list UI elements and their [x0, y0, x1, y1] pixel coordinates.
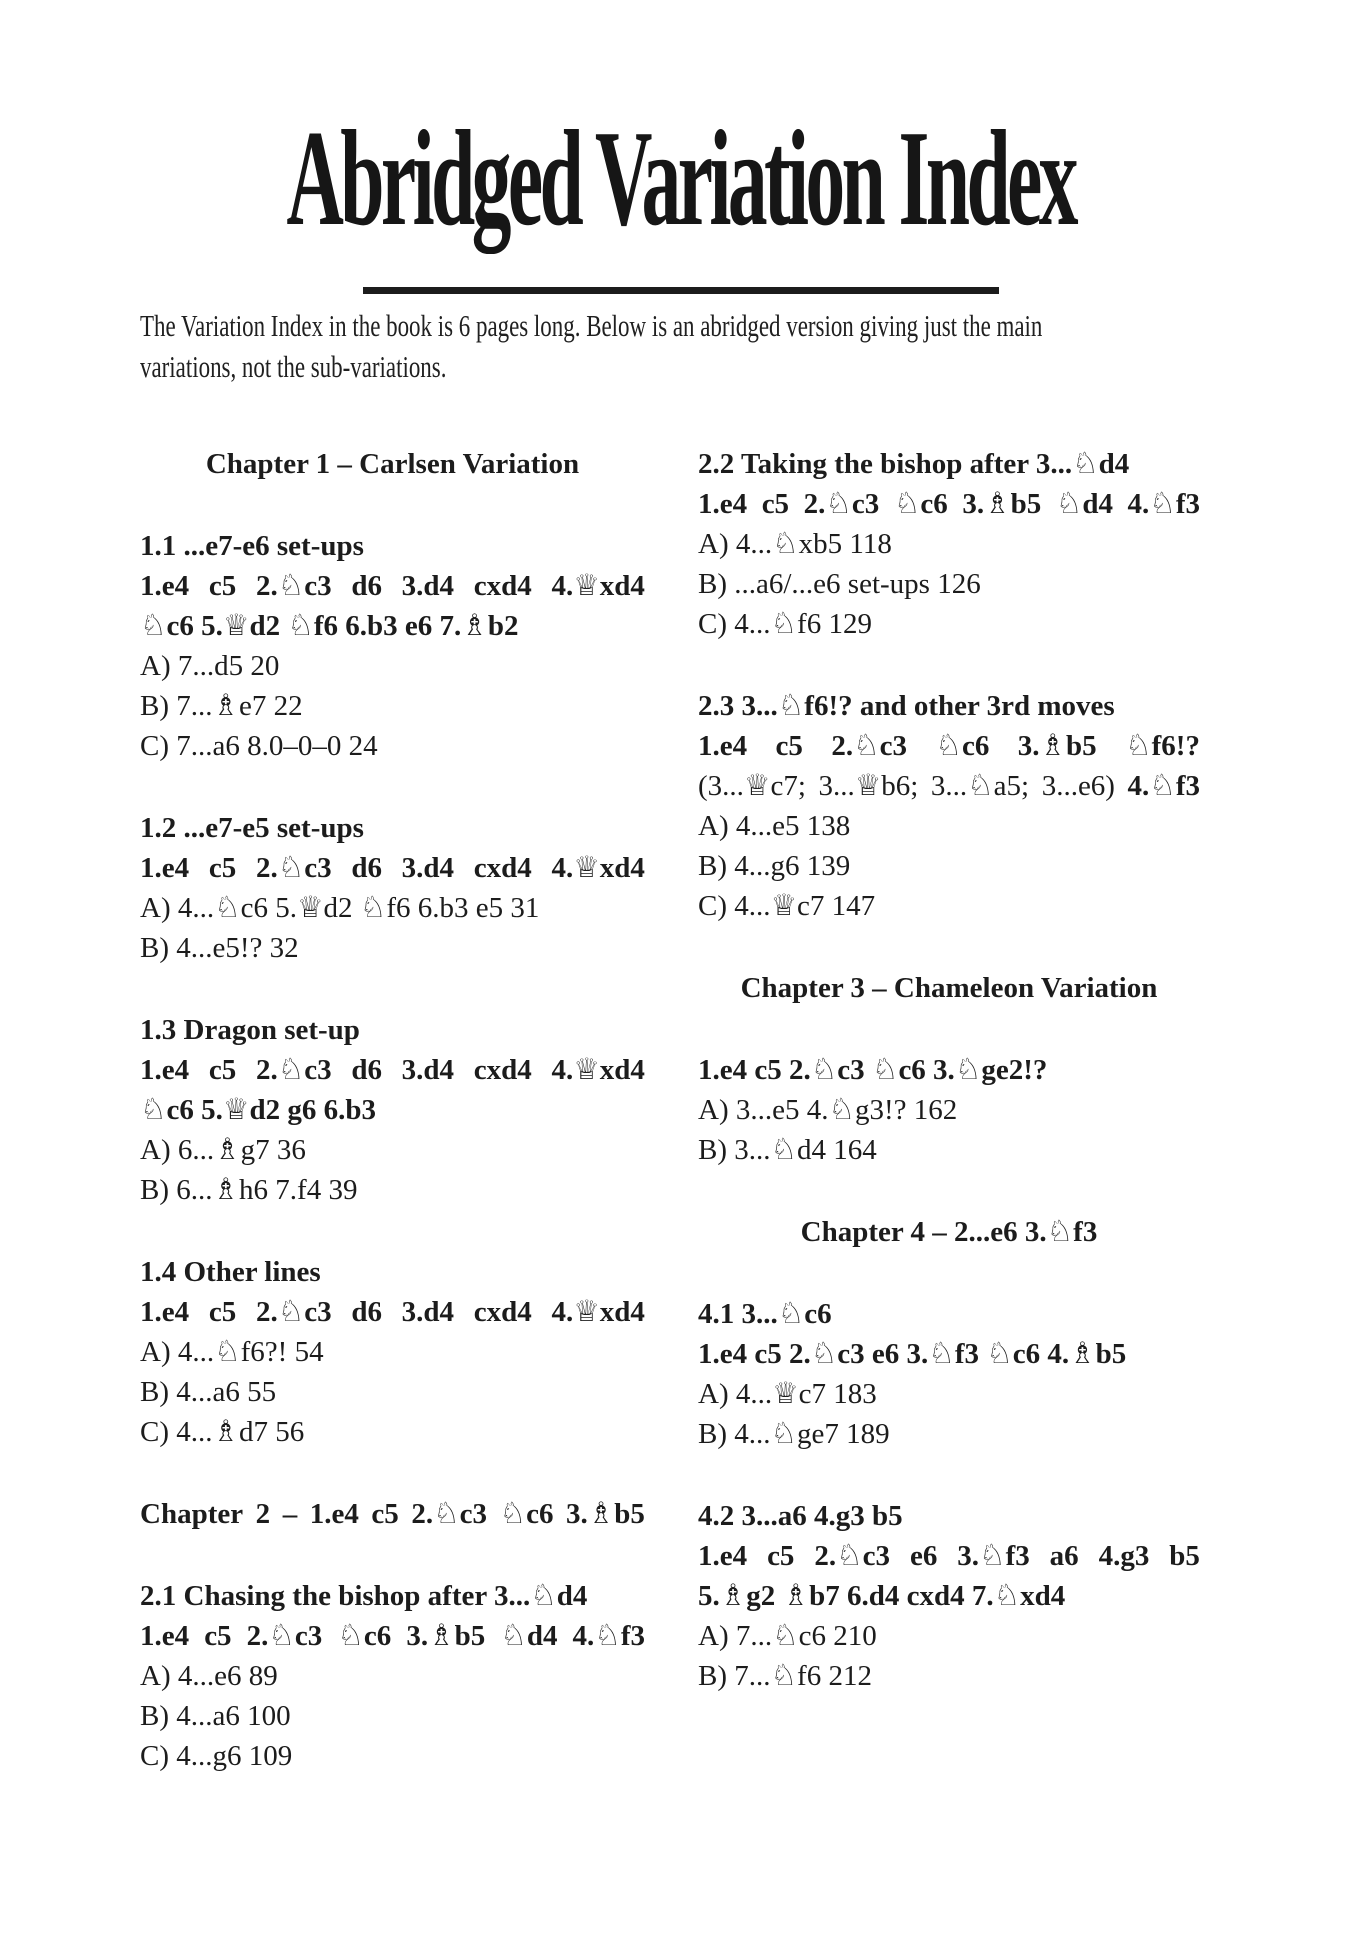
chess-figurine-glyph: ♕: [772, 1376, 799, 1410]
index-section: [140, 444, 645, 484]
chess-figurine-glyph: ♘: [810, 1052, 838, 1086]
index-word: 4.♕xd4: [551, 568, 645, 602]
index-word: d6: [351, 1296, 382, 1328]
index-line: B) 4...g6 139: [698, 850, 851, 882]
index-word: 4.♕xd4: [551, 850, 645, 884]
page-title: Abridged Variation Index: [286, 102, 1076, 254]
index-line: 1.e4 c5 2.♘c3 e6 3.♘f3 ♘c6 4.♗b5: [698, 1336, 1127, 1370]
index-line: B) 4...a6 100: [140, 1700, 291, 1732]
chess-figurine-glyph: ♗: [782, 1578, 810, 1612]
index-word: d6: [351, 1054, 382, 1086]
index-word: c5: [204, 1620, 232, 1652]
chess-figurine-glyph: ♘: [772, 1618, 799, 1652]
index-line: C) 7...a6 8.0–0–0 24: [140, 730, 378, 762]
chess-figurine-glyph: ♕: [222, 608, 250, 642]
chess-figurine-glyph: ♘: [594, 1618, 621, 1652]
chess-figurine-glyph: ♘: [777, 688, 805, 722]
index-word: c5: [208, 852, 237, 884]
index-word: 3...♕b6;: [818, 768, 919, 802]
index-line: 1.4 Other lines: [140, 1256, 321, 1288]
index-line: [140, 1616, 645, 1656]
index-line: 1.2 ...e7-e5 set-ups: [140, 812, 364, 844]
index-section: [698, 968, 1200, 1008]
chess-figurine-glyph: ♘: [277, 1052, 305, 1086]
index-line: Chapter 4 – 2...e6 3.♘f3: [800, 1214, 1098, 1248]
index-word: c5: [767, 1540, 795, 1572]
chess-figurine-glyph: ♘: [993, 1578, 1021, 1612]
index-word: 1.e4: [140, 1620, 190, 1652]
chess-figurine-glyph: ♕: [770, 888, 798, 922]
chess-figurine-glyph: ♘: [928, 1336, 955, 1370]
index-section: [698, 686, 1200, 926]
chess-figurine-glyph: ♘: [214, 890, 241, 924]
chess-figurine-glyph: ♘: [433, 1496, 460, 1530]
index-word: 3.♗b5: [962, 486, 1042, 520]
chess-figurine-glyph: ♘: [214, 1334, 241, 1368]
index-section: [698, 1050, 1200, 1170]
index-word: 4.♘f3: [1127, 768, 1200, 802]
chess-figurine-glyph: ♕: [573, 850, 600, 884]
index-line: B) 6...♗h6 7.f4 39: [140, 1172, 358, 1206]
index-line: [140, 848, 645, 888]
chess-figurine-glyph: ♘: [277, 1294, 305, 1328]
chess-figurine-glyph: ♕: [573, 1052, 600, 1086]
index-line: A) 4...♘xb5 118: [698, 526, 892, 560]
index-line: 4.1 3...♘c6: [698, 1296, 832, 1330]
chess-figurine-glyph: ♘: [359, 890, 387, 924]
index-section: [140, 1576, 645, 1776]
index-line: C) 4...♕c7 147: [698, 888, 876, 922]
intro-paragraph: [140, 305, 1042, 387]
chess-figurine-glyph: ♘: [530, 1578, 557, 1612]
chess-figurine-glyph: ♘: [836, 1538, 863, 1572]
index-line: 1.3 Dragon set-up: [140, 1014, 360, 1046]
chess-figurine-glyph: ♗: [212, 1172, 240, 1206]
chess-figurine-glyph: ♘: [1055, 486, 1083, 520]
index-line: 4.2 3...a6 4.g3 b5: [698, 1500, 903, 1532]
index-line: ♘c6 5.♕d2 ♘f6 6.b3 e6 7.♗b2: [140, 608, 519, 642]
index-line: A) 4...e6 89: [140, 1660, 278, 1692]
index-line: B) 7...♘f6 212: [698, 1658, 872, 1692]
chess-figurine-glyph: ♘: [853, 728, 880, 762]
chess-figurine-glyph: ♗: [1039, 728, 1067, 762]
chess-figurine-glyph: ♘: [140, 608, 167, 642]
chess-figurine-glyph: ♘: [1149, 486, 1176, 520]
index-line: B) ...a6/...e6 set-ups 126: [698, 568, 981, 600]
index-word: c5: [761, 488, 790, 520]
chess-figurine-glyph: ♘: [967, 768, 994, 802]
intro-line: variations, not the sub-variations.: [140, 349, 447, 384]
index-word: d6: [351, 852, 382, 884]
index-word: 2.♘c3: [803, 486, 880, 520]
index-line: 1.e4 c5 2.♘c3 ♘c6 3.♘ge2!?: [698, 1052, 1048, 1086]
chess-figurine-glyph: ♘: [287, 608, 314, 642]
index-line: 5.♗g2 ♗b7 6.d4 cxd4 7.♘xd4: [698, 1578, 1066, 1612]
index-line: C) 4...g6 109: [140, 1740, 293, 1772]
chess-figurine-glyph: ♕: [854, 768, 882, 802]
index-word: 1.e4: [140, 570, 190, 602]
index-word: 2.♘c3: [411, 1496, 487, 1530]
chess-figurine-glyph: ♘: [828, 1092, 856, 1126]
index-word: 2.♘c3: [255, 568, 332, 602]
chess-figurine-glyph: ♗: [461, 608, 488, 642]
chess-figurine-glyph: ♕: [573, 568, 600, 602]
index-line: 2.3 3...♘f6!? and other 3rd moves: [698, 688, 1115, 722]
chess-figurine-glyph: ♘: [1046, 1214, 1074, 1248]
index-section: [140, 808, 645, 968]
index-word: 3...♘a5;: [930, 768, 1030, 802]
index-word: 3.♘f3: [957, 1538, 1030, 1572]
chess-figurine-glyph: ♕: [297, 890, 324, 924]
chess-figurine-glyph: ♗: [719, 1578, 747, 1612]
chess-figurine-glyph: ♘: [1149, 768, 1176, 802]
index-word: Chapter: [140, 1498, 244, 1530]
index-word: ♘d4: [500, 1618, 558, 1652]
chess-figurine-glyph: ♕: [573, 1294, 600, 1328]
index-word: 2.♘c3: [831, 728, 907, 762]
index-line: C) 4...♗d7 56: [140, 1414, 305, 1448]
index-line: [698, 484, 1200, 524]
index-word: 1.e4: [698, 488, 748, 520]
index-line: [140, 566, 645, 606]
index-word: 1.e4: [140, 852, 190, 884]
index-word: 3.d4: [401, 1054, 455, 1086]
title-underline-rule: [363, 287, 999, 294]
index-line: A) 4...♕c7 183: [698, 1376, 877, 1410]
index-word: 2.♘c3: [255, 850, 332, 884]
index-word: 3.d4: [401, 852, 455, 884]
index-line: A) 7...♘c6 210: [698, 1618, 877, 1652]
index-word: 1.e4: [309, 1498, 359, 1530]
index-word: c5: [775, 730, 803, 762]
intro-line: The Variation Index in the book is 6 pages long. Below is an abridged version giving just the main: [140, 308, 1043, 343]
index-word: c5: [208, 570, 237, 602]
index-line: 1.1 ...e7-e6 set-ups: [140, 530, 364, 562]
index-line: A) 3...e5 4.♘g3!? 162: [698, 1092, 958, 1126]
index-word: 2.♘c3: [255, 1052, 332, 1086]
index-line: Chapter 1 – Carlsen Variation: [205, 448, 580, 480]
index-line: [698, 726, 1200, 766]
column-left: [140, 444, 645, 1818]
index-line: [698, 766, 1200, 806]
index-line: ♘c6 5.♕d2 g6 6.b3: [140, 1092, 376, 1126]
index-line: Chapter 3 – Chameleon Variation: [740, 972, 1158, 1004]
index-word: cxd4: [473, 570, 532, 602]
page-title-wrap: [0, 103, 1362, 254]
index-line: C) 4...♘f6 129: [698, 606, 872, 640]
chess-figurine-glyph: ♘: [871, 1052, 899, 1086]
chess-figurine-glyph: ♗: [428, 1618, 455, 1652]
index-word: cxd4: [473, 852, 532, 884]
chess-figurine-glyph: ♘: [770, 1416, 798, 1450]
index-line: A) 4...♘c6 5.♕d2 ♘f6 6.b3 e5 31: [140, 890, 540, 924]
index-line: B) 4...e5!? 32: [140, 932, 299, 964]
chess-figurine-glyph: ♘: [770, 1132, 798, 1166]
index-word: 1.e4: [698, 730, 748, 762]
index-word: 2.♘c3: [246, 1618, 323, 1652]
index-line: B) 7...♗e7 22: [140, 688, 303, 722]
column-right: [698, 444, 1200, 1738]
index-word: 2.♘c3: [814, 1538, 891, 1572]
index-word: e6: [909, 1540, 938, 1572]
index-word: c5: [208, 1296, 237, 1328]
index-section: [140, 1010, 645, 1210]
index-word: c5: [371, 1498, 399, 1530]
index-line: B) 4...a6 55: [140, 1376, 277, 1408]
index-word: 3.♗b5: [1017, 728, 1097, 762]
chess-figurine-glyph: ♘: [268, 1618, 295, 1652]
index-section: [140, 1494, 645, 1534]
chess-figurine-glyph: ♘: [770, 606, 798, 640]
chess-figurine-glyph: ♘: [1072, 446, 1099, 480]
chess-figurine-glyph: ♘: [277, 850, 305, 884]
index-word: 4.g3: [1098, 1540, 1150, 1572]
index-line: [698, 1536, 1200, 1576]
index-word: 2.♘c3: [255, 1294, 332, 1328]
index-word: 1.e4: [698, 1540, 748, 1572]
index-line: A) 4...e5 138: [698, 810, 851, 842]
index-section: [140, 1252, 645, 1452]
index-line: B) 4...♘ge7 189: [698, 1416, 890, 1450]
chess-figurine-glyph: ♘: [772, 526, 799, 560]
index-line: 2.1 Chasing the bishop after 3...♘d4: [140, 1578, 588, 1612]
index-word: 4.♕xd4: [551, 1052, 645, 1086]
chess-figurine-glyph: ♗: [212, 1414, 240, 1448]
index-word: a6: [1049, 1540, 1079, 1572]
index-word: 1.e4: [140, 1296, 190, 1328]
chess-figurine-glyph: ♗: [587, 1496, 615, 1530]
chess-figurine-glyph: ♗: [984, 486, 1011, 520]
index-word: 1.e4: [140, 1054, 190, 1086]
chess-figurine-glyph: ♗: [214, 1132, 241, 1166]
chess-figurine-glyph: ♘: [500, 1618, 527, 1652]
index-word: ♘c6: [935, 728, 990, 762]
chess-figurine-glyph: ♘: [777, 1296, 805, 1330]
index-word: (3...♕c7;: [698, 768, 806, 802]
index-line: [140, 1050, 645, 1090]
index-section: [698, 1294, 1200, 1454]
index-word: 4.♘f3: [572, 1618, 645, 1652]
index-word: ♘c6: [337, 1618, 392, 1652]
chess-figurine-glyph: ♘: [825, 486, 852, 520]
index-word: 3.♗b5: [566, 1496, 645, 1530]
chess-figurine-glyph: ♘: [935, 728, 962, 762]
chess-figurine-glyph: ♗: [1069, 1336, 1096, 1370]
index-word: 3.♗b5: [406, 1618, 486, 1652]
index-section: [698, 444, 1200, 644]
chess-figurine-glyph: ♘: [337, 1618, 364, 1652]
index-word: cxd4: [473, 1054, 532, 1086]
index-word: 3...e6): [1041, 770, 1115, 802]
chess-figurine-glyph: ♕: [743, 768, 771, 802]
index-word: 3.d4: [401, 570, 455, 602]
index-word: d6: [351, 570, 382, 602]
index-word: 2: [255, 1498, 271, 1530]
index-word: b5: [1169, 1540, 1200, 1572]
index-line: B) 3...♘d4 164: [698, 1132, 877, 1166]
index-line: A) 4...♘f6?! 54: [140, 1334, 324, 1368]
index-word: 3.d4: [401, 1296, 455, 1328]
index-word: ♘d4: [1055, 486, 1113, 520]
index-section: [140, 526, 645, 766]
chess-figurine-glyph: ♘: [770, 1658, 798, 1692]
chess-figurine-glyph: ♗: [212, 688, 240, 722]
index-line: A) 6...♗g7 36: [140, 1132, 306, 1166]
index-word: ♘c6: [499, 1496, 554, 1530]
chess-figurine-glyph: ♘: [140, 1092, 167, 1126]
index-word: 4.♘f3: [1127, 486, 1200, 520]
chess-figurine-glyph: ♘: [277, 568, 305, 602]
chess-figurine-glyph: ♘: [954, 1052, 982, 1086]
index-word: ♘f6!?: [1125, 728, 1200, 762]
index-word: 4.♕xd4: [551, 1294, 645, 1328]
index-word: cxd4: [473, 1296, 532, 1328]
chess-figurine-glyph: ♘: [979, 1538, 1006, 1572]
chess-figurine-glyph: ♘: [810, 1336, 838, 1370]
index-word: c5: [208, 1054, 237, 1086]
chess-figurine-glyph: ♘: [1125, 728, 1152, 762]
index-section: [698, 1496, 1200, 1696]
chess-figurine-glyph: ♘: [893, 486, 921, 520]
index-line: [140, 1292, 645, 1332]
index-line: [140, 1494, 645, 1534]
chess-figurine-glyph: ♘: [986, 1336, 1013, 1370]
index-section: [698, 1212, 1200, 1252]
chess-figurine-glyph: ♘: [499, 1496, 527, 1530]
chess-figurine-glyph: ♕: [222, 1092, 250, 1126]
index-line: A) 7...d5 20: [140, 650, 280, 682]
index-line: 2.2 Taking the bishop after 3...♘d4: [698, 446, 1130, 480]
index-word: ♘c6: [893, 486, 948, 520]
index-word: –: [282, 1498, 298, 1530]
